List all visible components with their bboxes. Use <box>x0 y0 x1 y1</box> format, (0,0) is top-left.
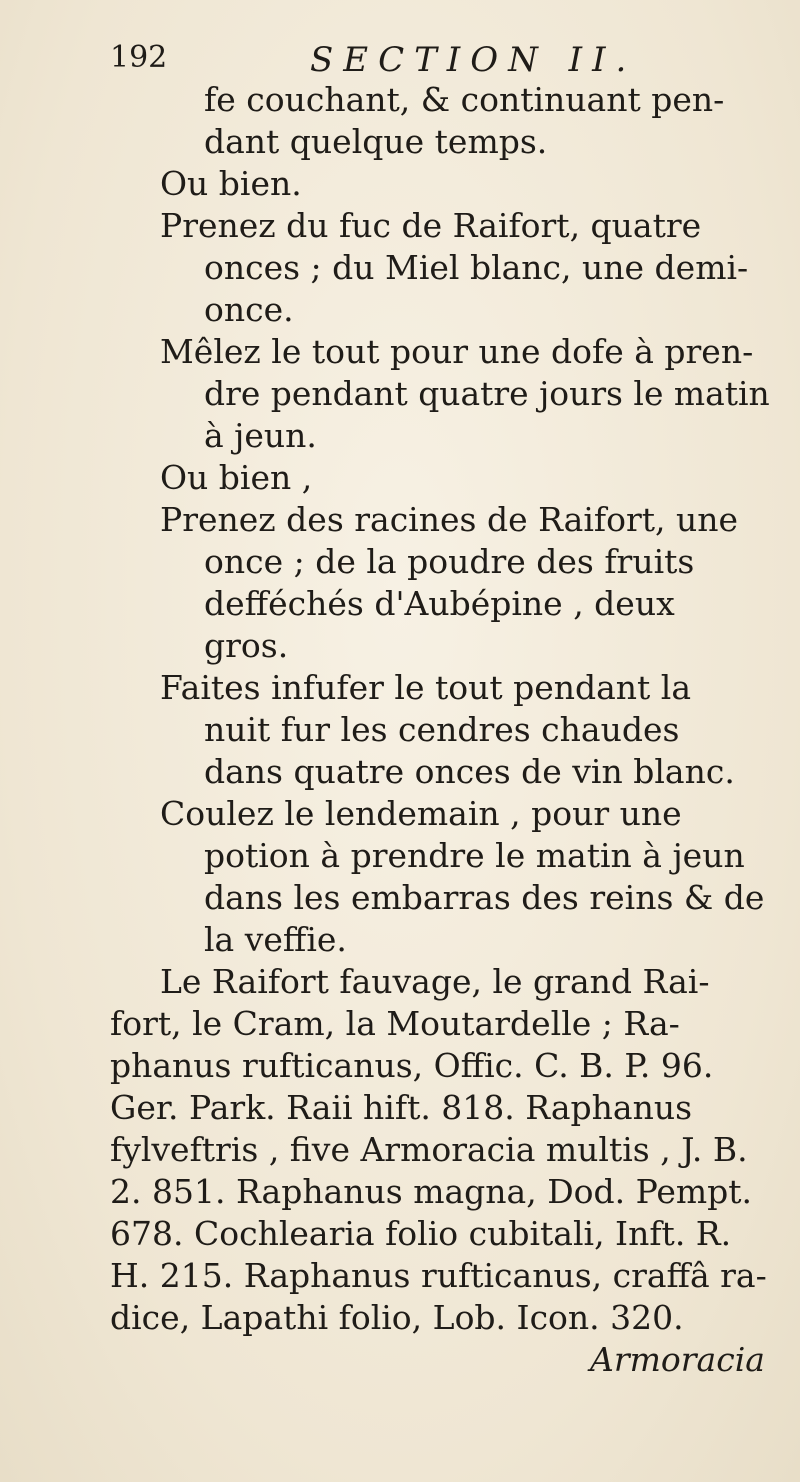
text-line: dre pendant quatre jours le matin <box>204 374 770 413</box>
text-line: dant quelque temps. <box>204 122 548 161</box>
text-line: potion à prendre le matin à jeun <box>204 836 745 875</box>
text-line: Mêlez le tout pour une dofe à pren- <box>160 332 754 371</box>
text-line: 2. 851. Raphanus magna, Dod. Pempt. <box>110 1172 753 1211</box>
text-line: once. <box>204 290 294 329</box>
text-line: Prenez des racines de Raifort, une <box>160 500 739 539</box>
text-line: fylveftris , five Armoracia multis , J. B. <box>110 1130 748 1169</box>
text-line: dice, Lapathi folio, Lob. Icon. 320. <box>110 1298 684 1337</box>
text-line: H. 215. Raphanus rufticanus, craffâ ra- <box>110 1256 767 1295</box>
page-number: 192 <box>110 40 168 75</box>
text-line: dans quatre onces de vin blanc. <box>204 752 735 791</box>
text-line: 678. Cochlearia folio cubitali, Inft. R. <box>110 1214 732 1253</box>
text-line: Le Raifort fauvage, le grand Rai- <box>160 962 710 1001</box>
text-line: nuit fur les cendres chaudes <box>204 710 680 749</box>
catchword: Armoracia <box>590 1340 765 1379</box>
text-line: onces ; du Miel blanc, une demi- <box>204 248 749 287</box>
text-line: dans les embarras des reins & de <box>204 878 765 917</box>
text-line: Ger. Park. Raii hift. 818. Raphanus <box>110 1088 693 1127</box>
text-line: defféchés d'Aubépine , deux <box>204 584 675 623</box>
text-line: la veffie. <box>204 920 347 959</box>
running-head: SECTION II. <box>310 40 637 80</box>
text-line: fe couchant, & continuant pen- <box>204 80 725 119</box>
text-line: once ; de la poudre des fruits <box>204 542 695 581</box>
text-line: Coulez le lendemain , pour une <box>160 794 682 833</box>
text-line: Faites infufer le tout pendant la <box>160 668 692 707</box>
text-line: Ou bien , <box>160 458 313 497</box>
text-line: fort, le Cram, la Moutardelle ; Ra- <box>110 1004 680 1043</box>
text-line: à jeun. <box>204 416 317 455</box>
text-line: gros. <box>204 626 289 665</box>
text-line: phanus rufticanus, Offic. C. B. P. 96. <box>110 1046 714 1085</box>
text-line: Ou bien. <box>160 164 302 203</box>
text-line: Prenez du fuc de Raifort, quatre <box>160 206 702 245</box>
